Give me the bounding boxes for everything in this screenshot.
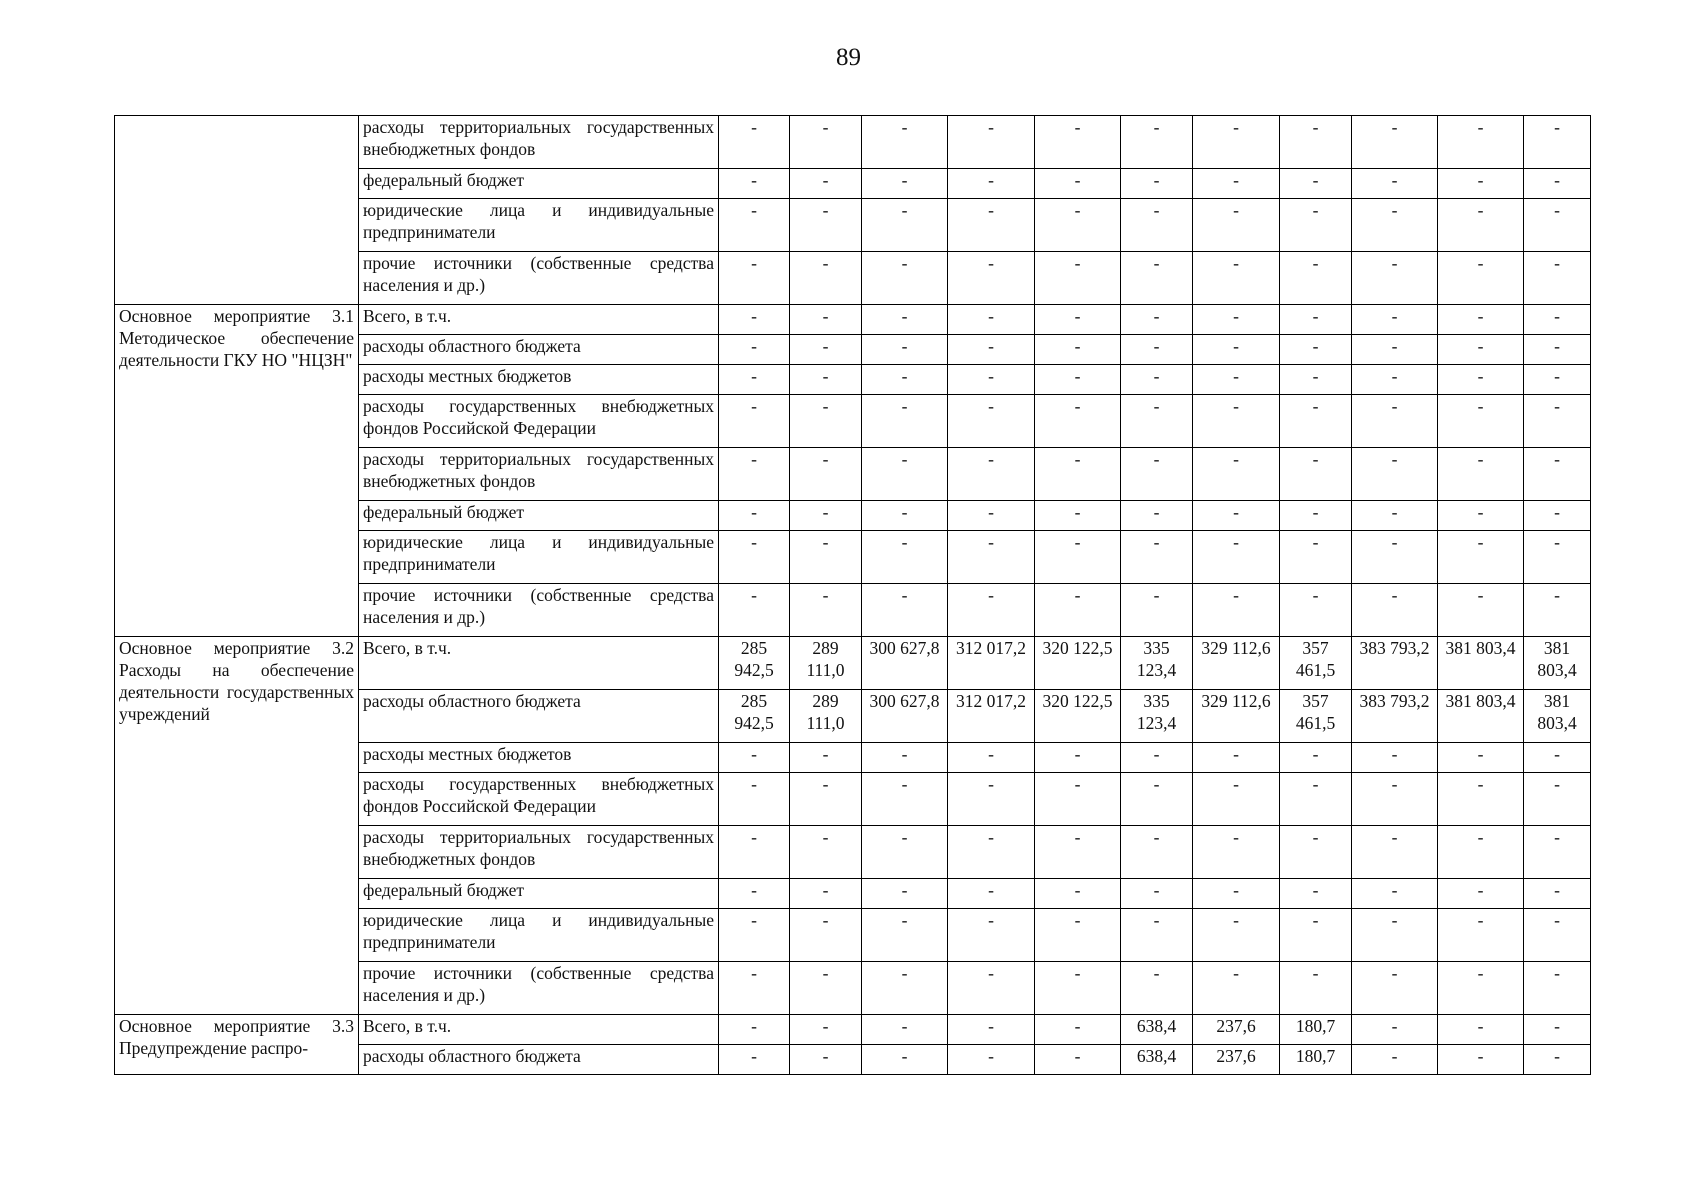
value-cell: - xyxy=(862,305,948,335)
funding-source-cell: расходы территориальных государственных внебюджетных фондов xyxy=(359,826,719,879)
value-cell: - xyxy=(1121,879,1193,909)
value-cell: - xyxy=(862,531,948,584)
value-cell: - xyxy=(719,448,790,501)
value-cell: - xyxy=(1280,501,1352,531)
value-cell: - xyxy=(862,501,948,531)
value-cell: - xyxy=(1035,773,1121,826)
value-cell: - xyxy=(948,909,1035,962)
value-cell: - xyxy=(1121,773,1193,826)
value-cell: - xyxy=(1438,531,1524,584)
value-cell: - xyxy=(1193,879,1280,909)
value-cell: - xyxy=(1524,826,1591,879)
value-cell: - xyxy=(1438,305,1524,335)
value-cell: - xyxy=(1035,365,1121,395)
value-cell: - xyxy=(790,773,862,826)
value-cell: - xyxy=(1035,448,1121,501)
value-cell: - xyxy=(1524,909,1591,962)
value-cell: - xyxy=(1280,116,1352,169)
value-cell: - xyxy=(1193,501,1280,531)
value-cell: - xyxy=(948,199,1035,252)
value-cell: - xyxy=(790,199,862,252)
value-cell: - xyxy=(1121,252,1193,305)
value-cell: - xyxy=(1193,252,1280,305)
value-cell: - xyxy=(1280,199,1352,252)
value-cell: - xyxy=(1193,743,1280,773)
value-cell: - xyxy=(719,826,790,879)
value-cell: - xyxy=(862,169,948,199)
funding-source-cell: юридические лица и индивидуальные предприниматели xyxy=(359,531,719,584)
value-cell: 329 112,6 xyxy=(1193,690,1280,743)
value-cell: - xyxy=(1524,743,1591,773)
value-cell: - xyxy=(790,395,862,448)
value-cell: - xyxy=(948,335,1035,365)
value-cell: - xyxy=(1524,501,1591,531)
value-cell: - xyxy=(948,1045,1035,1075)
value-cell: - xyxy=(1438,879,1524,909)
value-cell: 320 122,5 xyxy=(1035,690,1121,743)
value-cell: - xyxy=(1193,962,1280,1015)
value-cell: - xyxy=(1121,448,1193,501)
value-cell: - xyxy=(1438,743,1524,773)
value-cell: - xyxy=(862,826,948,879)
value-cell: - xyxy=(790,584,862,637)
value-cell: - xyxy=(1280,879,1352,909)
value-cell: - xyxy=(1438,116,1524,169)
value-cell: - xyxy=(1121,335,1193,365)
value-cell: - xyxy=(1193,448,1280,501)
value-cell: - xyxy=(790,743,862,773)
value-cell: - xyxy=(862,584,948,637)
value-cell: 320 122,5 xyxy=(1035,637,1121,690)
value-cell: - xyxy=(862,879,948,909)
table-body xyxy=(115,116,1591,1075)
funding-source-cell: расходы областного бюджета xyxy=(359,1045,719,1075)
value-cell: - xyxy=(1121,199,1193,252)
value-cell: - xyxy=(1524,305,1591,335)
value-cell: - xyxy=(1438,584,1524,637)
value-cell: - xyxy=(1352,252,1438,305)
value-cell: 289 111,0 xyxy=(790,637,862,690)
value-cell: - xyxy=(1035,879,1121,909)
value-cell: - xyxy=(948,169,1035,199)
value-cell: 289 111,0 xyxy=(790,690,862,743)
value-cell: - xyxy=(1193,335,1280,365)
value-cell: - xyxy=(1352,1015,1438,1045)
value-cell: - xyxy=(790,365,862,395)
funding-source-cell: расходы территориальных государственных внебюджетных фондов xyxy=(359,448,719,501)
value-cell: - xyxy=(1280,305,1352,335)
value-cell: 357 461,5 xyxy=(1280,690,1352,743)
value-cell: - xyxy=(719,365,790,395)
value-cell: - xyxy=(1438,773,1524,826)
value-cell: - xyxy=(790,1015,862,1045)
value-cell: - xyxy=(1193,826,1280,879)
value-cell: - xyxy=(948,584,1035,637)
value-cell: 638,4 xyxy=(1121,1045,1193,1075)
value-cell: - xyxy=(1352,531,1438,584)
value-cell: - xyxy=(862,116,948,169)
value-cell: - xyxy=(1035,252,1121,305)
value-cell: - xyxy=(948,743,1035,773)
value-cell: - xyxy=(719,773,790,826)
value-cell: - xyxy=(1280,584,1352,637)
value-cell: - xyxy=(719,584,790,637)
value-cell: - xyxy=(719,1045,790,1075)
value-cell: - xyxy=(790,531,862,584)
value-cell: - xyxy=(1035,116,1121,169)
value-cell: - xyxy=(862,252,948,305)
value-cell: 383 793,2 xyxy=(1352,637,1438,690)
value-cell: - xyxy=(1524,365,1591,395)
value-cell: - xyxy=(1035,531,1121,584)
value-cell: - xyxy=(1524,584,1591,637)
value-cell: - xyxy=(719,199,790,252)
funding-source-cell: юридические лица и индивидуальные предприниматели xyxy=(359,909,719,962)
value-cell: - xyxy=(862,448,948,501)
value-cell: - xyxy=(719,743,790,773)
value-cell: - xyxy=(1352,1045,1438,1075)
value-cell: - xyxy=(1035,395,1121,448)
value-cell: - xyxy=(1524,879,1591,909)
value-cell: - xyxy=(1035,909,1121,962)
value-cell: - xyxy=(1438,962,1524,1015)
value-cell: - xyxy=(790,169,862,199)
value-cell: - xyxy=(790,448,862,501)
value-cell: - xyxy=(1121,962,1193,1015)
value-cell: - xyxy=(1524,1015,1591,1045)
table-row xyxy=(115,116,1591,169)
value-cell: - xyxy=(1193,773,1280,826)
value-cell: - xyxy=(1524,169,1591,199)
value-cell: - xyxy=(790,305,862,335)
value-cell: - xyxy=(1121,826,1193,879)
value-cell: - xyxy=(1524,252,1591,305)
value-cell: - xyxy=(1035,962,1121,1015)
value-cell: - xyxy=(1352,365,1438,395)
funding-source-cell: расходы областного бюджета xyxy=(359,690,719,743)
value-cell: - xyxy=(790,1045,862,1075)
value-cell: - xyxy=(1121,305,1193,335)
event-cell: Основное мероприятие 3.2 Расходы на обеспечение деятельности государственных учреждений xyxy=(115,637,359,1015)
value-cell: - xyxy=(719,116,790,169)
value-cell: - xyxy=(1352,305,1438,335)
value-cell: - xyxy=(1193,584,1280,637)
funding-source-cell: федеральный бюджет xyxy=(359,501,719,531)
value-cell: 381 803,4 xyxy=(1524,690,1591,743)
value-cell: - xyxy=(1352,773,1438,826)
value-cell: - xyxy=(1121,531,1193,584)
value-cell: - xyxy=(1524,448,1591,501)
value-cell: - xyxy=(948,252,1035,305)
value-cell: - xyxy=(790,116,862,169)
value-cell: - xyxy=(1352,169,1438,199)
value-cell: - xyxy=(1438,826,1524,879)
value-cell: - xyxy=(948,501,1035,531)
funding-source-cell: прочие источники (собственные средства населения и др.) xyxy=(359,252,719,305)
value-cell: - xyxy=(1193,305,1280,335)
value-cell: 381 803,4 xyxy=(1524,637,1591,690)
value-cell: - xyxy=(1524,199,1591,252)
value-cell: - xyxy=(1193,395,1280,448)
value-cell: 312 017,2 xyxy=(948,690,1035,743)
value-cell: - xyxy=(1352,743,1438,773)
funding-source-cell: Всего, в т.ч. xyxy=(359,637,719,690)
value-cell: - xyxy=(862,199,948,252)
value-cell: - xyxy=(790,335,862,365)
funding-source-cell: федеральный бюджет xyxy=(359,169,719,199)
value-cell: - xyxy=(719,395,790,448)
value-cell: - xyxy=(1352,448,1438,501)
value-cell: - xyxy=(948,1015,1035,1045)
value-cell: - xyxy=(719,169,790,199)
value-cell: - xyxy=(1280,773,1352,826)
value-cell: - xyxy=(1193,169,1280,199)
value-cell: 285 942,5 xyxy=(719,690,790,743)
value-cell: - xyxy=(1280,169,1352,199)
value-cell: - xyxy=(1352,909,1438,962)
value-cell: 300 627,8 xyxy=(862,690,948,743)
value-cell: - xyxy=(948,365,1035,395)
value-cell: - xyxy=(719,252,790,305)
value-cell: - xyxy=(1280,252,1352,305)
value-cell: - xyxy=(790,879,862,909)
value-cell: - xyxy=(1035,743,1121,773)
funding-source-cell: Всего, в т.ч. xyxy=(359,1015,719,1045)
value-cell: 335 123,4 xyxy=(1121,690,1193,743)
value-cell: - xyxy=(1438,252,1524,305)
value-cell: - xyxy=(948,448,1035,501)
value-cell: - xyxy=(1280,531,1352,584)
value-cell: - xyxy=(1438,395,1524,448)
value-cell: - xyxy=(862,1015,948,1045)
value-cell: - xyxy=(1524,531,1591,584)
value-cell: 312 017,2 xyxy=(948,637,1035,690)
value-cell: - xyxy=(1035,826,1121,879)
value-cell: - xyxy=(1524,335,1591,365)
table-row xyxy=(115,305,1591,335)
value-cell: - xyxy=(790,501,862,531)
value-cell: - xyxy=(1438,335,1524,365)
value-cell: - xyxy=(1524,1045,1591,1075)
event-cell xyxy=(115,116,359,305)
value-cell: - xyxy=(1193,531,1280,584)
value-cell: - xyxy=(1524,962,1591,1015)
value-cell: - xyxy=(1121,584,1193,637)
value-cell: - xyxy=(1280,448,1352,501)
value-cell: - xyxy=(1193,365,1280,395)
value-cell: 285 942,5 xyxy=(719,637,790,690)
value-cell: - xyxy=(1193,909,1280,962)
value-cell: - xyxy=(1352,335,1438,365)
funding-source-cell: федеральный бюджет xyxy=(359,879,719,909)
funding-source-cell: расходы местных бюджетов xyxy=(359,743,719,773)
value-cell: - xyxy=(1352,962,1438,1015)
value-cell: - xyxy=(1438,909,1524,962)
value-cell: - xyxy=(1524,395,1591,448)
funding-source-cell: расходы государственных внебюджетных фондов Российской Федерации xyxy=(359,773,719,826)
funding-source-cell: расходы местных бюджетов xyxy=(359,365,719,395)
value-cell: 357 461,5 xyxy=(1280,637,1352,690)
value-cell: - xyxy=(1280,365,1352,395)
value-cell: - xyxy=(1121,743,1193,773)
value-cell: 381 803,4 xyxy=(1438,690,1524,743)
value-cell: 381 803,4 xyxy=(1438,637,1524,690)
value-cell: - xyxy=(1524,116,1591,169)
value-cell: - xyxy=(948,116,1035,169)
value-cell: - xyxy=(1035,199,1121,252)
value-cell: - xyxy=(719,335,790,365)
value-cell: - xyxy=(790,252,862,305)
value-cell: - xyxy=(1352,199,1438,252)
value-cell: 180,7 xyxy=(1280,1015,1352,1045)
value-cell: - xyxy=(862,365,948,395)
event-cell: Основное мероприятие 3.3 Предупреждение распро- xyxy=(115,1015,359,1075)
value-cell: - xyxy=(1280,962,1352,1015)
value-cell: - xyxy=(1121,501,1193,531)
funding-source-cell: расходы областного бюджета xyxy=(359,335,719,365)
value-cell: - xyxy=(1035,1015,1121,1045)
value-cell: - xyxy=(1524,773,1591,826)
event-cell: Основное мероприятие 3.1 Методическое обеспечение деятельности ГКУ НО "НЦЗН" xyxy=(115,305,359,637)
value-cell: 180,7 xyxy=(1280,1045,1352,1075)
funding-source-cell: Всего, в т.ч. xyxy=(359,305,719,335)
value-cell: - xyxy=(1121,169,1193,199)
value-cell: 638,4 xyxy=(1121,1015,1193,1045)
value-cell: - xyxy=(948,826,1035,879)
value-cell: - xyxy=(719,501,790,531)
table-row xyxy=(115,1015,1591,1045)
value-cell: - xyxy=(1035,335,1121,365)
funding-source-cell: юридические лица и индивидуальные предприниматели xyxy=(359,199,719,252)
value-cell: - xyxy=(948,962,1035,1015)
value-cell: - xyxy=(1035,305,1121,335)
value-cell: - xyxy=(948,305,1035,335)
value-cell: - xyxy=(1280,335,1352,365)
value-cell: - xyxy=(1035,584,1121,637)
value-cell: - xyxy=(790,909,862,962)
value-cell: - xyxy=(862,395,948,448)
value-cell: - xyxy=(1352,395,1438,448)
value-cell: - xyxy=(862,909,948,962)
value-cell: - xyxy=(862,743,948,773)
value-cell: - xyxy=(1352,826,1438,879)
funding-source-cell: прочие источники (собственные средства населения и др.) xyxy=(359,584,719,637)
value-cell: - xyxy=(1193,199,1280,252)
value-cell: - xyxy=(1121,365,1193,395)
value-cell: 237,6 xyxy=(1193,1045,1280,1075)
value-cell: - xyxy=(1352,879,1438,909)
funding-source-cell: расходы государственных внебюджетных фондов Российской Федерации xyxy=(359,395,719,448)
value-cell: - xyxy=(1438,169,1524,199)
value-cell: - xyxy=(862,335,948,365)
value-cell: - xyxy=(719,909,790,962)
value-cell: - xyxy=(1438,448,1524,501)
value-cell: - xyxy=(948,531,1035,584)
value-cell: - xyxy=(948,773,1035,826)
value-cell: - xyxy=(1352,116,1438,169)
value-cell: - xyxy=(862,962,948,1015)
funding-source-cell: прочие источники (собственные средства населения и др.) xyxy=(359,962,719,1015)
value-cell: - xyxy=(1352,584,1438,637)
value-cell: - xyxy=(1352,501,1438,531)
value-cell: - xyxy=(1438,1015,1524,1045)
value-cell: - xyxy=(862,773,948,826)
value-cell: 300 627,8 xyxy=(862,637,948,690)
budget-table xyxy=(114,115,1591,1075)
value-cell: - xyxy=(1438,501,1524,531)
value-cell: - xyxy=(1035,169,1121,199)
value-cell: 237,6 xyxy=(1193,1015,1280,1045)
value-cell: - xyxy=(1193,116,1280,169)
value-cell: - xyxy=(1035,501,1121,531)
value-cell: - xyxy=(719,305,790,335)
value-cell: 329 112,6 xyxy=(1193,637,1280,690)
value-cell: - xyxy=(790,962,862,1015)
value-cell: - xyxy=(1280,743,1352,773)
value-cell: - xyxy=(1280,909,1352,962)
value-cell: - xyxy=(719,962,790,1015)
value-cell: 335 123,4 xyxy=(1121,637,1193,690)
value-cell: - xyxy=(719,879,790,909)
value-cell: - xyxy=(719,531,790,584)
value-cell: - xyxy=(1035,1045,1121,1075)
value-cell: - xyxy=(1280,395,1352,448)
value-cell: - xyxy=(719,1015,790,1045)
value-cell: - xyxy=(862,1045,948,1075)
value-cell: 383 793,2 xyxy=(1352,690,1438,743)
page-number: 89 xyxy=(836,44,861,71)
funding-source-cell: расходы территориальных государственных внебюджетных фондов xyxy=(359,116,719,169)
value-cell: - xyxy=(1438,1045,1524,1075)
value-cell: - xyxy=(1438,199,1524,252)
value-cell: - xyxy=(948,879,1035,909)
value-cell: - xyxy=(1121,909,1193,962)
value-cell: - xyxy=(1438,365,1524,395)
table-row xyxy=(115,637,1591,690)
value-cell: - xyxy=(790,826,862,879)
value-cell: - xyxy=(948,395,1035,448)
value-cell: - xyxy=(1121,395,1193,448)
value-cell: - xyxy=(1280,826,1352,879)
value-cell: - xyxy=(1121,116,1193,169)
